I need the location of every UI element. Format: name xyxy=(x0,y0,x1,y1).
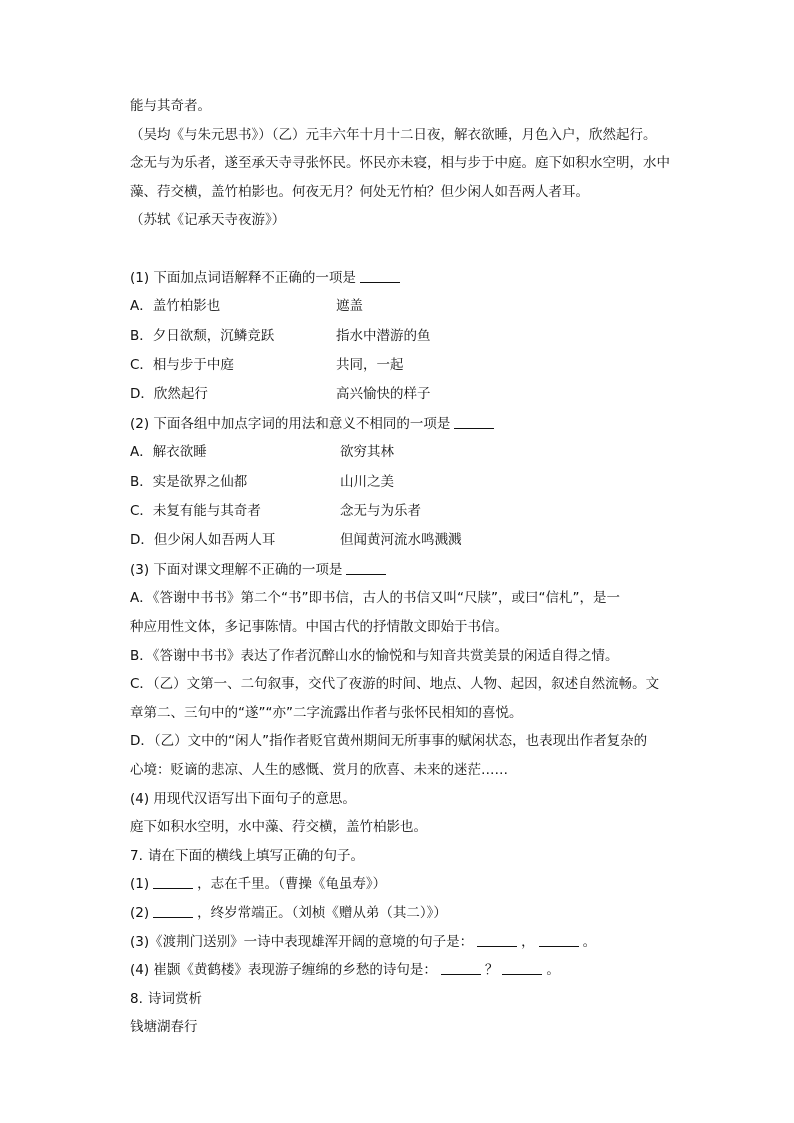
q3-option-d-line-2: 心境：贬谪的悲凉、人生的感慨、赏月的欣喜、未来的迷茫…… xyxy=(130,762,508,779)
q1-option-d xyxy=(130,380,690,409)
q3-option-b: B．《答谢中书书》表达了作者沉醉山水的愉悦和与知音共赏美景的闲适自得之情。 xyxy=(130,647,619,664)
option-phrase: A．盖竹柏影也 xyxy=(130,298,221,315)
option-phrase: B．夕日欲颓，沉鳞竞跃 xyxy=(130,327,275,344)
item-number: (2) xyxy=(130,905,150,921)
option-meaning: 遮盖 xyxy=(336,298,363,315)
q4-stem: (4) 用现代汉语写出下面句子的意思。 xyxy=(130,790,356,807)
option-compare: 但闻黄河流水鸣溅溅 xyxy=(340,532,462,549)
answer-blank[interactable] xyxy=(502,960,542,975)
q3-option-c-line-1: C．（乙）文第一、二句叙事，交代了夜游的时间、地点、人物、起因，叙述自然流畅。文 xyxy=(130,676,660,693)
item-text: ，志在千里。（曹操《龟虽寿》） xyxy=(197,876,387,893)
item-text: (3)《渡荆门送别》一诗中表现雄浑开阔的意境的句子是： xyxy=(130,933,474,950)
question-number: 8. xyxy=(130,990,143,1007)
q2-option-a xyxy=(130,438,690,467)
answer-blank[interactable] xyxy=(346,560,386,575)
q2-stem-text: (2) 下面各组中加点字词的用法和意义不相同的一项是 xyxy=(130,415,451,432)
q1-option-b xyxy=(130,322,690,351)
item-text: (4) 崔颢《黄鹤楼》表现游子缠绵的乡愁的诗句是： xyxy=(130,962,437,979)
document-page xyxy=(130,92,690,1042)
q1-option-c xyxy=(130,351,690,380)
q4-sentence: 庭下如积水空明，水中藻、荇交横，盖竹柏影也。 xyxy=(130,819,427,836)
q7-stem xyxy=(130,842,690,871)
option-meaning: 指水中潜游的鱼 xyxy=(336,327,431,344)
answer-blank[interactable] xyxy=(477,932,517,947)
q2-option-b xyxy=(130,468,690,497)
q1-option-a xyxy=(130,292,690,321)
item-sep: ， xyxy=(521,933,535,950)
item-end: 。 xyxy=(582,933,597,950)
option-phrase: C．相与步于中庭 xyxy=(130,356,234,373)
option-phrase: A．解衣欲睡 xyxy=(130,444,207,461)
item-end: 。 xyxy=(546,962,560,979)
option-compare: 念无与为乐者 xyxy=(340,503,421,520)
option-compare: 山川之美 xyxy=(340,473,394,490)
q7-item-3 xyxy=(130,928,690,957)
q3-option-d-line-1: D．（乙）文中的“闲人”指作者贬官黄州期间无所事事的赋闲状态，也表现出作者复杂的 xyxy=(130,733,648,750)
q1-stem xyxy=(130,264,690,293)
q1-stem-text: (1) 下面加点词语解释不正确的一项是 xyxy=(130,269,356,286)
spacer xyxy=(130,235,690,264)
q2-option-d xyxy=(130,526,690,555)
passage-line-3: 念无与为乐者，遂至承天寺寻张怀民。怀民亦未寝，相与步于中庭。庭下如积水空明，水中 xyxy=(130,155,670,172)
option-phrase: B．实是欲界之仙都 xyxy=(130,473,248,490)
passage-line-4: 藻、荇交横，盖竹柏影也。何夜无月？何处无竹柏？但少闲人如吾两人者耳。 xyxy=(130,183,589,200)
answer-blank[interactable] xyxy=(153,874,193,889)
item-text: ，终岁常端正。（刘桢《赠从弟（其二）》） xyxy=(197,905,447,921)
option-phrase: D．欣然起行 xyxy=(130,386,208,403)
answer-blank[interactable] xyxy=(360,268,400,283)
q2-option-c xyxy=(130,497,690,526)
passage-line-2: （吴均《与朱元思书》）（乙）元丰六年十月十二日夜，解衣欲睡，月色入户，欣然起行。 xyxy=(130,126,657,143)
passage-line-1: 能与其奇者。 xyxy=(130,98,211,114)
option-phrase: D．但少闲人如吾两人耳 xyxy=(130,532,276,549)
answer-blank[interactable] xyxy=(454,414,494,429)
option-meaning: 高兴愉快的样子 xyxy=(336,386,431,403)
answer-blank[interactable] xyxy=(153,903,193,918)
poem-title: 钱塘湖春行 xyxy=(130,1019,198,1036)
q3-stem xyxy=(130,556,690,585)
question-number: 7. xyxy=(130,847,143,864)
q7-item-4 xyxy=(130,956,690,985)
item-sep: ？ xyxy=(484,962,499,979)
answer-blank[interactable] xyxy=(441,960,481,975)
q8-stem-text: 诗词赏析 xyxy=(148,990,202,1007)
answer-blank[interactable] xyxy=(539,932,579,947)
q3-option-c-line-2: 章第二、三句中的“遂”“亦”二字流露出作者与张怀民相知的喜悦。 xyxy=(130,704,523,721)
option-meaning: 共同，一起 xyxy=(336,356,404,373)
q7-item-2 xyxy=(130,899,690,928)
option-phrase: C．未复有能与其奇者 xyxy=(130,503,261,520)
q7-item-1 xyxy=(130,870,690,899)
q3-stem-text: (3) 下面对课文理解不正确的一项是 xyxy=(130,561,343,578)
q3-option-a-line-1: A．《答谢中书书》第二个“书”即书信，古人的书信又叫“尺牍”，或曰“信札”，是一 xyxy=(130,590,620,607)
q7-stem-text: 请在下面的横线上填写正确的句子。 xyxy=(148,847,364,864)
q3-option-a-line-2: 种应用性文体，多记事陈情。中国古代的抒情散文即始于书信。 xyxy=(130,619,508,636)
q2-stem xyxy=(130,410,690,439)
option-compare: 欲穷其林 xyxy=(340,444,394,461)
item-number: (1) xyxy=(130,876,150,893)
q8-stem xyxy=(130,985,690,1014)
passage-source: （苏轼《记承天寺夜游》） xyxy=(130,212,286,229)
